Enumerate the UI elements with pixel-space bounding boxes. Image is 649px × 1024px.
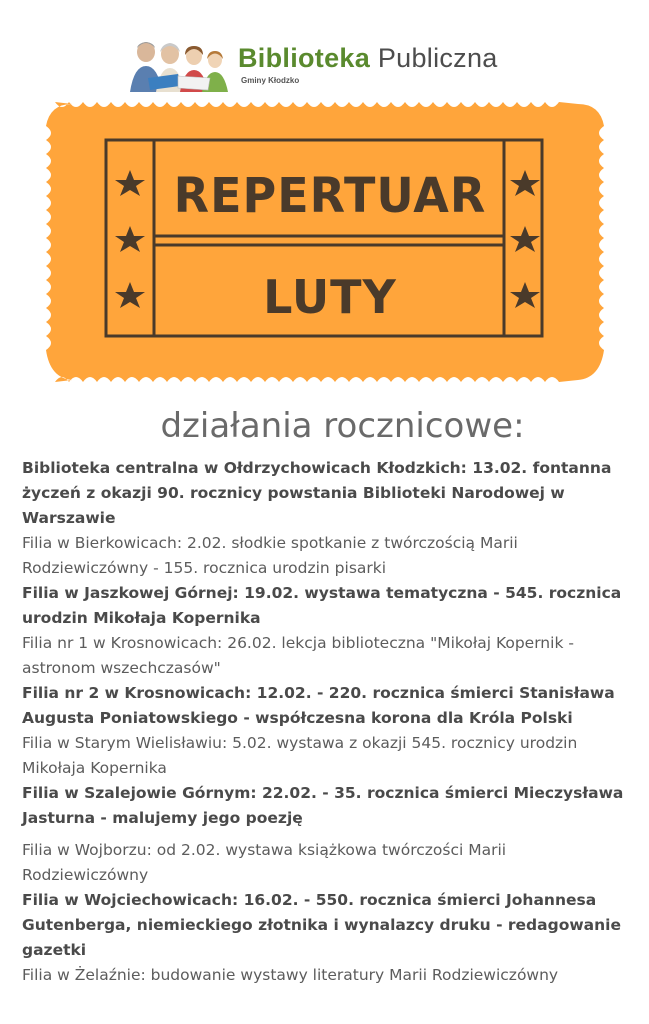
event-item: Filia w Szalejowie Górnym: 22.02. - 35. rocznica śmierci Mieczysława Jasturna - malujemy jego poezję <box>22 784 624 827</box>
event-item: Filia w Wojciechowicach: 16.02. - 550. rocznica śmierci Johannesa Gutenberga, niemieckiego złotnika i wynalazcy druku - redagowanie gazetki <box>22 891 621 959</box>
event-item: Filia w Bierkowicach: 2.02. słodkie spotkanie z twórczością Marii Rodziewiczówny - 155. rocznica urodzin pisarki <box>22 534 518 577</box>
library-name <box>238 43 498 74</box>
library-subtitle: Gminy Kłodzko <box>241 76 300 85</box>
ticket-title: REPERTUAR <box>173 166 487 224</box>
event-item: Filia nr 2 w Krosnowicach: 12.02. - 220. rocznica śmierci Stanisława Augusta Poniatowskiego - współczesna korona dla Króla Polski <box>22 684 615 727</box>
library-name-word2: Publiczna <box>377 43 498 73</box>
events-list <box>22 456 637 988</box>
event-item: Filia w Starym Wielisławiu: 5.02. wystawa z okazji 545. rocznicy urodzin Mikołaja Kopernika <box>22 734 578 777</box>
ticket-graphic <box>0 98 649 398</box>
ticket-month: LUTY <box>263 270 397 324</box>
event-item: Biblioteka centralna w Ołdrzychowicach Kłodzkich: 13.02. fontanna życzeń z okazji 90. rocznicy powstania Biblioteki Narodowej w Warszawie <box>22 459 612 527</box>
event-item: Filia w Wojborzu: od 2.02. wystawa książkowa twórczości Marii Rodziewiczówny <box>22 841 507 884</box>
section-heading: działania rocznicowe: <box>160 406 525 446</box>
event-item: Filia w Żelaźnie: budowanie wystawy literatury Marii Rodziewiczówny <box>22 966 559 984</box>
event-item: Filia nr 1 w Krosnowicach: 26.02. lekcja biblioteczna "Mikołaj Kopernik - astronom wszechczasów" <box>22 634 574 677</box>
event-item: Filia w Jaszkowej Górnej: 19.02. wystawa tematyczna - 545. rocznica urodzin Mikołaja Kopernika <box>22 584 622 627</box>
library-name-word1: Biblioteka <box>238 43 371 73</box>
library-logo <box>118 38 528 92</box>
readers-photo-icon <box>118 38 236 92</box>
